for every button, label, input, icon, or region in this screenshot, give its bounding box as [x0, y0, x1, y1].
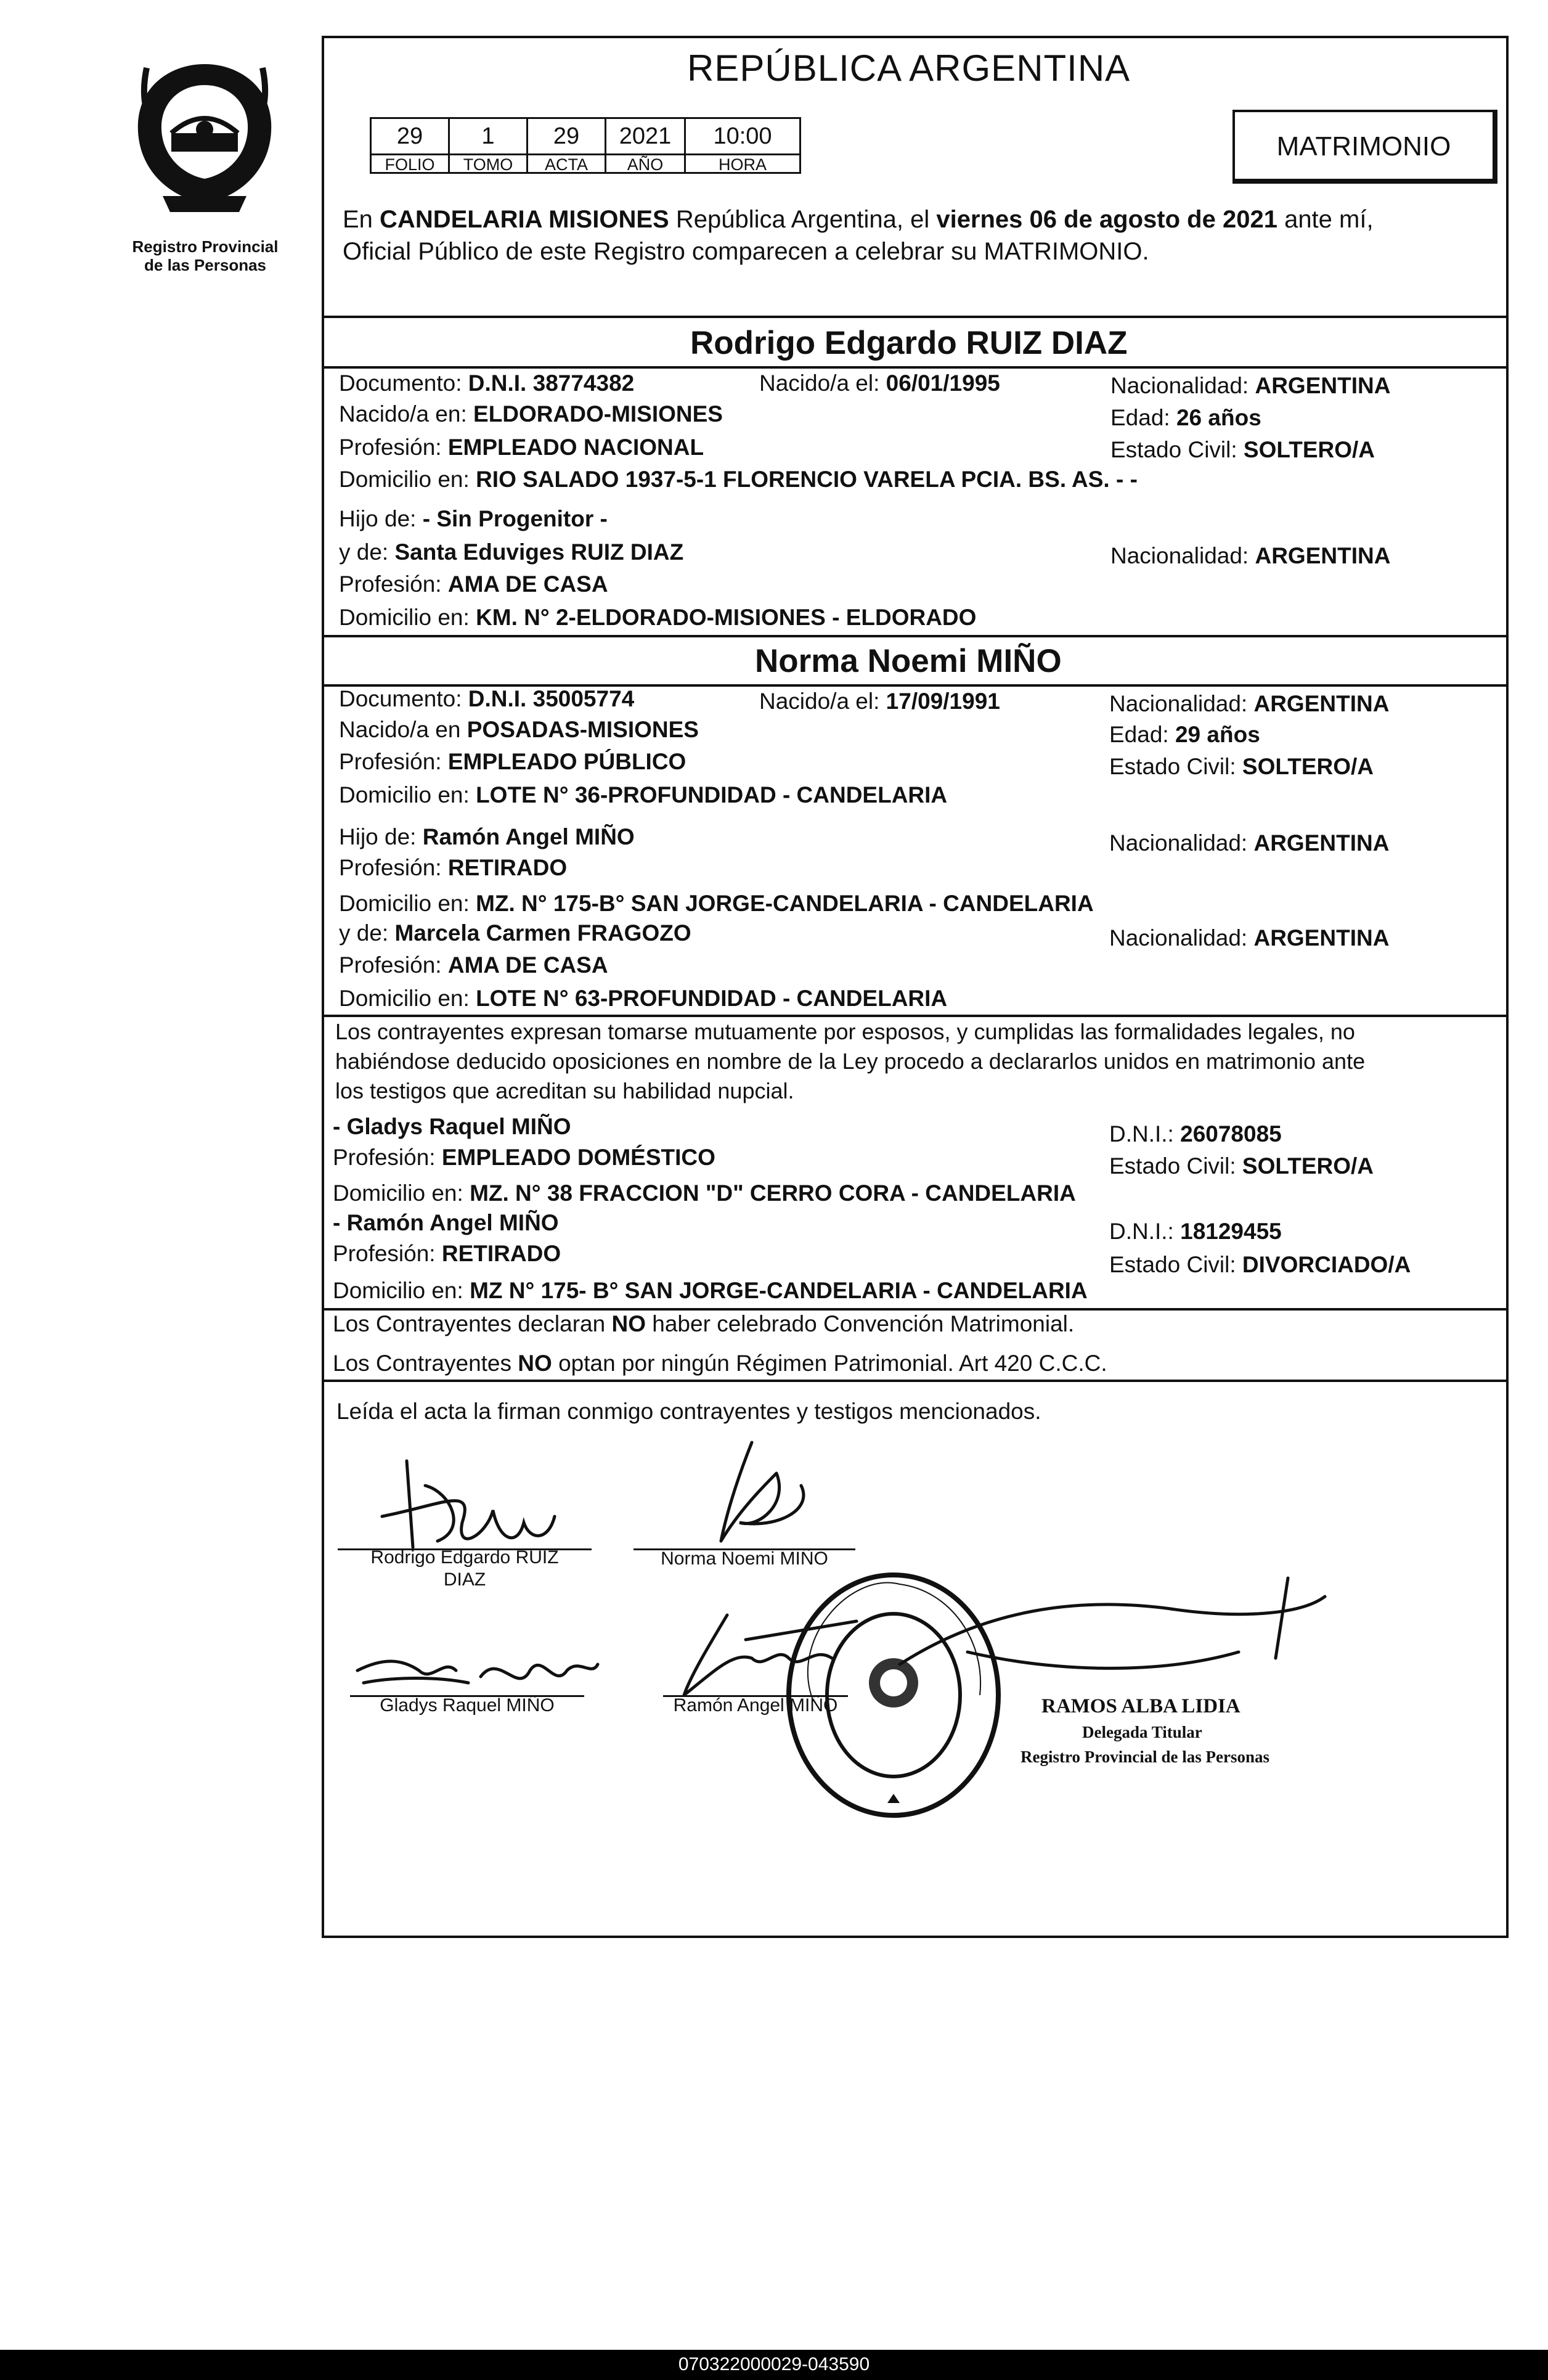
official-role: Delegada Titular [1082, 1723, 1202, 1741]
spouse1-parent2-address: Domicilio en: KM. N° 2-ELDORADO-MISIONES - ELDORADO [339, 605, 977, 630]
record-type-label: MATRIMONIO [1276, 131, 1451, 162]
seal-caption-line1: Registro Provincial [132, 237, 279, 256]
record-cell-acta [526, 117, 606, 174]
witness2-address: Domicilio en: MZ N° 175- B° SAN JORGE-CANDELARIA - CANDELARIA [333, 1278, 1088, 1303]
country-title: REPÚBLICA ARGENTINA [687, 47, 1131, 89]
witness2-profession: Profesión: RETIRADO [333, 1241, 561, 1266]
witness1-dni: D.N.I.: 26078085 [1109, 1121, 1282, 1147]
spouse1-profession: Profesión: EMPLEADO NACIONAL [339, 435, 704, 460]
spouse2-parent2-profession: Profesión: AMA DE CASA [339, 952, 608, 978]
intro-line-2: Oficial Público de este Registro comparecen a celebrar su MATRIMONIO. [343, 238, 1149, 265]
folio-label: FOLIO [372, 153, 448, 174]
witness2-signature-caption: Ramón Angel MIÑO [673, 1695, 838, 1715]
hora-label: HORA [686, 153, 799, 174]
witness1-name: - Gladys Raquel MIÑO [333, 1114, 571, 1139]
folio-value: 29 [396, 123, 423, 149]
intro-text-c: ante mí, [1277, 206, 1374, 233]
divider [322, 1015, 1509, 1017]
spouse1-document: Documento: D.N.I. 38774382 [339, 370, 635, 396]
witness1-profession: Profesión: EMPLEADO DOMÉSTICO [333, 1145, 715, 1170]
spouse1-nationality: Nacionalidad: ARGENTINA [1110, 373, 1391, 398]
declaration-line-2: habiéndose deducido oposiciones en nombre de la Ley procedo a declararlos unidos en matrimonio ante [335, 1049, 1366, 1074]
spouse1-name: Rodrigo Edgardo RUIZ DIAZ [690, 325, 1128, 361]
ano-value: 2021 [619, 123, 672, 149]
spouse1-birthdate: Nacido/a el: 06/01/1995 [759, 370, 1000, 396]
divider [322, 316, 1509, 318]
closing-statement: Leída el acta la firman conmigo contrayentes y testigos mencionados. [336, 1399, 1041, 1424]
spouse2-name: Norma Noemi MIÑO [755, 643, 1062, 679]
spouse2-parent1: Hijo de: Ramón Angel MIÑO [339, 824, 635, 849]
spouse1-address: Domicilio en: RIO SALADO 1937-5-1 FLORENCIO VARELA PCIA. BS. AS. - - [339, 467, 1138, 492]
intro-date: viernes 06 de agosto de 2021 [936, 206, 1277, 233]
spouse1-age: Edad: 26 años [1110, 405, 1261, 430]
misiones-seal-logo [128, 60, 281, 237]
spouse2-address: Domicilio en: LOTE N° 36-PROFUNDIDAD - CANDELARIA [339, 782, 948, 808]
spouse1-parent2: y de: Santa Eduviges RUIZ DIAZ [339, 539, 684, 565]
spouse2-age: Edad: 29 años [1109, 722, 1260, 747]
spouse2-birthdate: Nacido/a el: 17/09/1991 [759, 689, 1000, 714]
spouse2-signature [684, 1436, 820, 1560]
convention-line-1: Los Contrayentes declaran NO haber celebrado Convención Matrimonial. [333, 1311, 1075, 1336]
record-cell-folio [370, 117, 450, 174]
divider [322, 1380, 1509, 1382]
spouse1-parent1: Hijo de: - Sin Progenitor - [339, 506, 608, 531]
acta-value: 29 [553, 123, 580, 149]
spouse1-signature-caption-1: Rodrigo Edgardo RUIZ [370, 1547, 559, 1568]
witness1-civil-status: Estado Civil: SOLTERO/A [1109, 1153, 1374, 1179]
tomo-value: 1 [481, 123, 495, 149]
spouse2-birthplace: Nacido/a en POSADAS-MISIONES [339, 717, 699, 742]
record-cell-hora [684, 117, 801, 174]
ano-label: AÑO [606, 153, 684, 174]
witness2-civil-status: Estado Civil: DIVORCIADO/A [1109, 1252, 1411, 1277]
witness2-dni: D.N.I.: 18129455 [1109, 1219, 1282, 1244]
divider [322, 366, 1509, 369]
divider [322, 635, 1509, 637]
intro-place: CANDELARIA MISIONES [380, 206, 669, 233]
spouse2-parent1-address: Domicilio en: MZ. N° 175-B° SAN JORGE-CANDELARIA - CANDELARIA [339, 891, 1094, 916]
acta-label: ACTA [528, 153, 605, 174]
spouse2-civil-status: Estado Civil: SOLTERO/A [1109, 754, 1374, 779]
document-code: 070322000029-043590 [678, 2354, 870, 2374]
spouse1-parent2-profession: Profesión: AMA DE CASA [339, 571, 608, 597]
official-name: RAMOS ALBA LIDIA [1041, 1695, 1240, 1717]
spouse2-parent2-address: Domicilio en: LOTE N° 63-PROFUNDIDAD - CANDELARIA [339, 986, 948, 1011]
seal-caption-line2: de las Personas [144, 256, 266, 274]
spouse1-birthplace: Nacido/a en: ELDORADO-MISIONES [339, 401, 723, 427]
spouse2-parent2: y de: Marcela Carmen FRAGOZO [339, 920, 691, 946]
convention-line-2: Los Contrayentes NO optan por ningún Régimen Patrimonial. Art 420 C.C.C. [333, 1351, 1107, 1376]
tomo-label: TOMO [450, 153, 526, 174]
spouse2-parent1-nationality: Nacionalidad: ARGENTINA [1109, 830, 1390, 856]
record-type-box [1232, 110, 1497, 184]
spouse1-signature-caption-2: DIAZ [443, 1569, 486, 1590]
spouse2-profession: Profesión: EMPLEADO PÚBLICO [339, 749, 686, 774]
declaration-line-3: los testigos que acreditan su habilidad nupcial. [335, 1078, 794, 1103]
witness1-address: Domicilio en: MZ. N° 38 FRACCION "D" CERRO CORA - CANDELARIA [333, 1180, 1076, 1206]
spouse2-document: Documento: D.N.I. 35005774 [339, 686, 635, 711]
spouse2-signature-caption: Norma Noemi MIÑO [661, 1548, 828, 1569]
witness1-signature-caption: Gladys Raquel MIÑO [380, 1695, 555, 1715]
intro-line-1 [343, 206, 1374, 233]
spouse2-parent2-nationality: Nacionalidad: ARGENTINA [1109, 925, 1390, 951]
hora-value: 10:00 [713, 123, 772, 149]
spouse1-parent2-nationality: Nacionalidad: ARGENTINA [1110, 543, 1391, 568]
record-cell-tomo [448, 117, 528, 174]
official-signature [894, 1572, 1337, 1701]
record-cell-ano [605, 117, 686, 174]
intro-text-b: República Argentina, el [669, 206, 937, 233]
declaration-line-1: Los contrayentes expresan tomarse mutuamente por esposos, y cumplidas las formalidades legales, no [335, 1019, 1355, 1044]
witness2-name: - Ramón Angel MIÑO [333, 1210, 559, 1235]
intro-text-a: En [343, 206, 380, 233]
official-office: Registro Provincial de las Personas [1020, 1748, 1269, 1766]
spouse1-civil-status: Estado Civil: SOLTERO/A [1110, 437, 1375, 462]
spouse2-parent1-profession: Profesión: RETIRADO [339, 855, 568, 880]
spouse2-nationality: Nacionalidad: ARGENTINA [1109, 691, 1390, 716]
